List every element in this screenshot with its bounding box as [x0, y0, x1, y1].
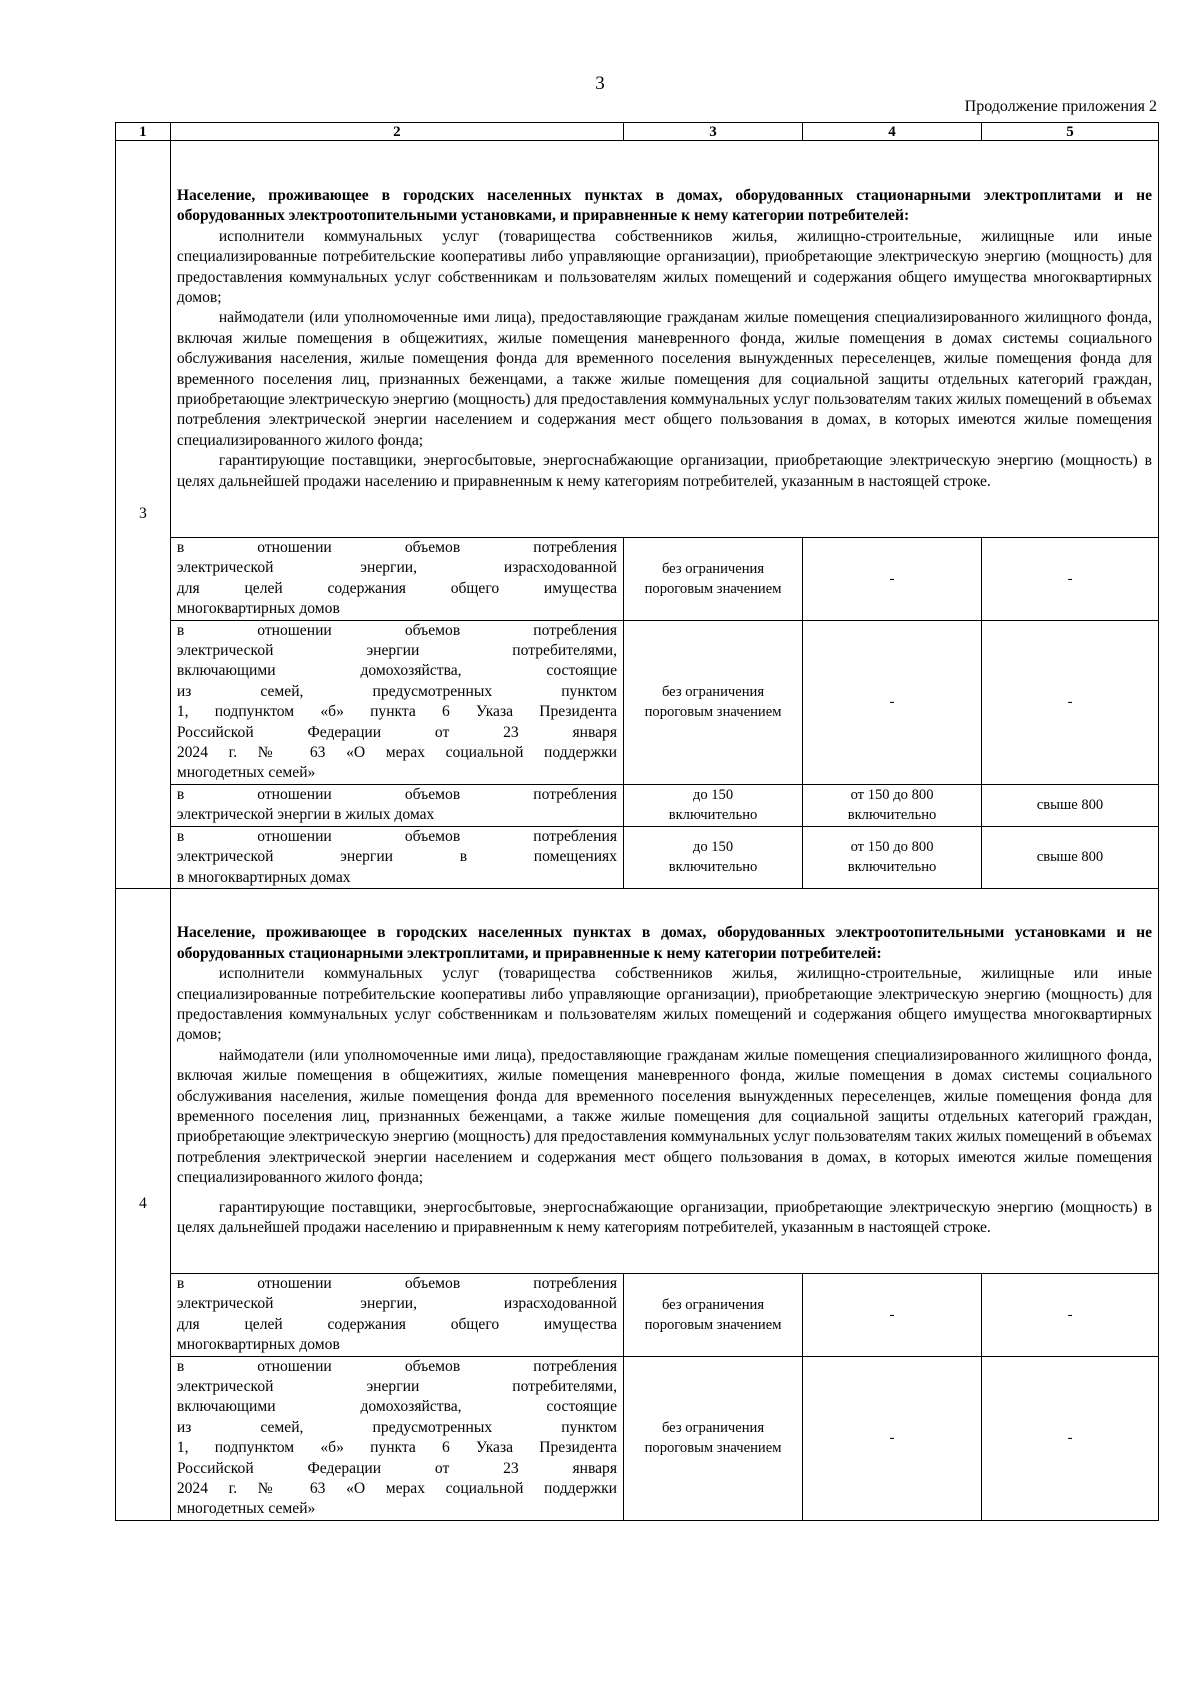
subcategory-description — [170, 1356, 623, 1520]
threshold-line: без ограничения — [661, 560, 765, 577]
subcategory-line: 2024 г. № 63 «О мерах социальной поддержки — [176, 744, 618, 762]
group-row — [116, 141, 1159, 538]
subcategory-line: 1, подпунктом «б» пункта 6 Указа Президента — [176, 703, 618, 721]
threshold-line: - — [889, 1306, 895, 1323]
subcategory-row — [116, 620, 1159, 784]
threshold-cell-c3 — [624, 826, 803, 888]
subcategory-line: 1, подпунктом «б» пункта 6 Указа Президента — [176, 1439, 618, 1457]
subcategory-row — [116, 1356, 1159, 1520]
group-paragraph: гарантирующие поставщики, энергосбытовые, энергоснабжающие организации, приобретающие электрическую энергию (мощность) в целях дальнейшей продажи населению и приравненным к нему категориям потребителей, указанным в настоящей строке. — [176, 1198, 1152, 1237]
threshold-line: пороговым значением — [644, 580, 782, 597]
subcategory-line: 2024 г. № 63 «О мерах социальной поддержки — [176, 1479, 618, 1497]
subcategory-description — [170, 620, 623, 784]
threshold-line: - — [889, 1430, 895, 1447]
group-row — [116, 888, 1159, 1273]
subcategory-line: включающими домохозяйства, состоящие — [176, 1398, 618, 1416]
subcategory-row — [116, 1273, 1159, 1356]
threshold-line: - — [1067, 1430, 1073, 1447]
group-paragraph: исполнители коммунальных услуг (товарищества собственников жилья, жилищно-строительные, жилищные или иные специализированные потребительские кооперативы либо управляющие организации), приобретающие электрическую энергию (мощность) для предоставления коммунальных услуг собственникам и пользователям жилых помещений и содержания общего имущества многоквартирных домов; — [176, 227, 1152, 306]
subcategory-line: в многоквартирных домах — [176, 868, 351, 886]
header-row — [116, 123, 1159, 141]
threshold-line: - — [889, 694, 895, 711]
threshold-cell-c5 — [982, 1273, 1159, 1356]
threshold-line: включительно — [668, 807, 758, 824]
subcategory-line: электрической энергии в помещениях — [176, 848, 618, 866]
threshold-line: включительно — [847, 807, 937, 824]
tariff-table — [115, 122, 1159, 1521]
threshold-line: от 150 до 800 — [850, 787, 934, 804]
group-paragraph: гарантирующие поставщики, энергосбытовые, энергоснабжающие организации, приобретающие электрическую энергию (мощность) в целях дальнейшей продажи населению и приравненным к нему категориям потребителей, указанным в настоящей строке. — [176, 452, 1152, 490]
subcategory-line: для целей содержания общего имущества — [176, 579, 618, 597]
threshold-cell-c5 — [982, 1356, 1159, 1520]
threshold-cell-c3 — [624, 784, 803, 826]
subcategory-line: электрической энергии, израсходованной — [176, 559, 618, 577]
subcategory-line: в отношении объемов потребления — [176, 539, 618, 556]
subcategory-line: в отношении объемов потребления — [176, 1274, 618, 1292]
threshold-line: до 150 — [692, 839, 734, 856]
threshold-line: включительно — [847, 859, 937, 876]
header-cell: 4 — [803, 123, 982, 141]
threshold-cell-c3 — [624, 1273, 803, 1356]
subcategory-description — [170, 826, 623, 888]
subcategory-line: многодетных семей» — [176, 764, 316, 782]
subcategory-line: электрической энергии потребителями, — [176, 642, 618, 660]
threshold-line: - — [1067, 570, 1073, 587]
threshold-line: свыше 800 — [1036, 797, 1104, 814]
header-cell: 5 — [982, 123, 1159, 141]
threshold-cell-c4 — [803, 1273, 982, 1356]
table-body — [116, 123, 1159, 1521]
threshold-line: пороговым значением — [644, 704, 782, 721]
threshold-line: пороговым значением — [644, 1440, 782, 1457]
row-number: 4 — [116, 888, 171, 1520]
group-description — [170, 141, 1158, 538]
subcategory-description — [170, 784, 623, 826]
threshold-line: свыше 800 — [1036, 849, 1104, 866]
subcategory-line: Российской Федерации от 23 января — [176, 1459, 618, 1477]
subcategory-line: в отношении объемов потребления — [176, 827, 618, 845]
subcategory-row — [116, 538, 1159, 621]
threshold-line: - — [1067, 1306, 1073, 1323]
group-description — [170, 888, 1158, 1273]
header-cell: 3 — [624, 123, 803, 141]
threshold-line: без ограничения — [661, 684, 765, 701]
subcategory-line: в отношении объемов потребления — [176, 785, 618, 803]
subcategory-line: включающими домохозяйства, состоящие — [176, 662, 618, 680]
subcategory-line: из семей, предусмотренных пунктом — [176, 682, 618, 700]
threshold-cell-c5 — [982, 826, 1159, 888]
subcategory-row — [116, 826, 1159, 888]
threshold-cell-c5 — [982, 538, 1159, 621]
subcategory-line: многоквартирных домов — [176, 1336, 340, 1354]
threshold-cell-c4 — [803, 620, 982, 784]
threshold-line: включительно — [668, 859, 758, 876]
subcategory-line: многодетных семей» — [176, 1500, 316, 1518]
threshold-line: от 150 до 800 — [850, 839, 934, 856]
subcategory-line: для целей содержания общего имущества — [176, 1315, 618, 1333]
group-paragraph: исполнители коммунальных услуг (товарищества собственников жилья, жилищно-строительные, жилищные или иные специализированные потребительские кооперативы либо управляющие организации), приобретающие электрическую энергию (мощность) для предоставления коммунальных услуг собственникам и пользователям жилых помещений и содержания общего имущества многоквартирных домов; — [176, 965, 1152, 1044]
threshold-line: пороговым значением — [644, 1316, 782, 1333]
threshold-line: - — [889, 570, 895, 587]
subcategory-line: электрической энергии потребителями, — [176, 1377, 618, 1395]
threshold-line: - — [1067, 694, 1073, 711]
header-cell: 1 — [116, 123, 171, 141]
threshold-line: без ограничения — [661, 1420, 765, 1437]
subcategory-line: электрической энергии, израсходованной — [176, 1295, 618, 1313]
threshold-cell-c5 — [982, 620, 1159, 784]
subcategory-line: в отношении объемов потребления — [176, 1357, 618, 1375]
group-title: Население, проживающее в городских населенных пунктах в домах, оборудованных стационарными электроплитами и не оборудованных электроотопительными установками, и приравненные к нему категории потребителей: — [176, 186, 1152, 225]
group-title: Население, проживающее в городских населенных пунктах в домах, оборудованных электроотопительными установками и не оборудованных стационарными электроплитами, и приравненные к нему категории потребителей: — [176, 924, 1152, 962]
threshold-cell-c4 — [803, 784, 982, 826]
subcategory-row — [116, 784, 1159, 826]
group-paragraph: наймодатели (или уполномоченные ими лица), предоставляющие гражданам жилые помещения специализированного жилищного фонда, включая жилые помещения в общежитиях, жилые помещения маневренного фонда, жилые помещения в домах системы социального обслуживания населения, жилые помещения фонда для временного поселения вынужденных переселенцев, жилые помещения фонда для временного поселения лиц, признанных беженцами, а также жилые помещения для социальной защиты отдельных категорий граждан, приобретающие электрическую энергию (мощность) для предоставления коммунальных услуг пользователям таких жилых помещений в объемах потребления электрической энергии населением и содержания мест общего пользования в домах, в которых имеются жилые помещения специализированного жилого фонда; — [176, 309, 1152, 449]
subcategory-line: в отношении объемов потребления — [176, 621, 618, 639]
subcategory-description — [170, 1273, 623, 1356]
subcategory-line: из семей, предусмотренных пунктом — [176, 1418, 618, 1436]
threshold-cell-c4 — [803, 826, 982, 888]
header-cell: 2 — [170, 123, 623, 141]
threshold-cell-c5 — [982, 784, 1159, 826]
subcategory-line: электрической энергии в жилых домах — [176, 806, 435, 824]
row-number: 3 — [116, 141, 171, 889]
threshold-cell-c4 — [803, 1356, 982, 1520]
continuation-note: Продолжение приложения 2 — [964, 98, 1157, 115]
subcategory-line: многоквартирных домов — [176, 600, 340, 618]
threshold-cell-c3 — [624, 1356, 803, 1520]
threshold-cell-c3 — [624, 620, 803, 784]
subcategory-description — [170, 538, 623, 621]
subcategory-line: Российской Федерации от 23 января — [176, 723, 618, 741]
group-paragraph: наймодатели (или уполномоченные ими лица), предоставляющие гражданам жилые помещения специализированного жилищного фонда, включая жилые помещения в общежитиях, жилые помещения маневренного фонда, жилые помещения в домах системы социального обслуживания населения, жилые помещения фонда для временного поселения вынужденных переселенцев, жилые помещения фонда для временного поселения лиц, признанных беженцами, а также жилые помещения для социальной защиты отдельных категорий граждан, приобретающие электрическую энергию (мощность) для предоставления коммунальных услуг пользователям таких жилых помещений в объемах потребления электрической энергии населением и содержания мест общего пользования в домах, в которых имеются жилые помещения специализированного жилого фонда; — [176, 1046, 1152, 1187]
threshold-line: до 150 — [692, 787, 734, 804]
threshold-line: без ограничения — [661, 1296, 765, 1313]
threshold-cell-c3 — [624, 538, 803, 621]
page-number: 3 — [595, 73, 605, 94]
threshold-cell-c4 — [803, 538, 982, 621]
